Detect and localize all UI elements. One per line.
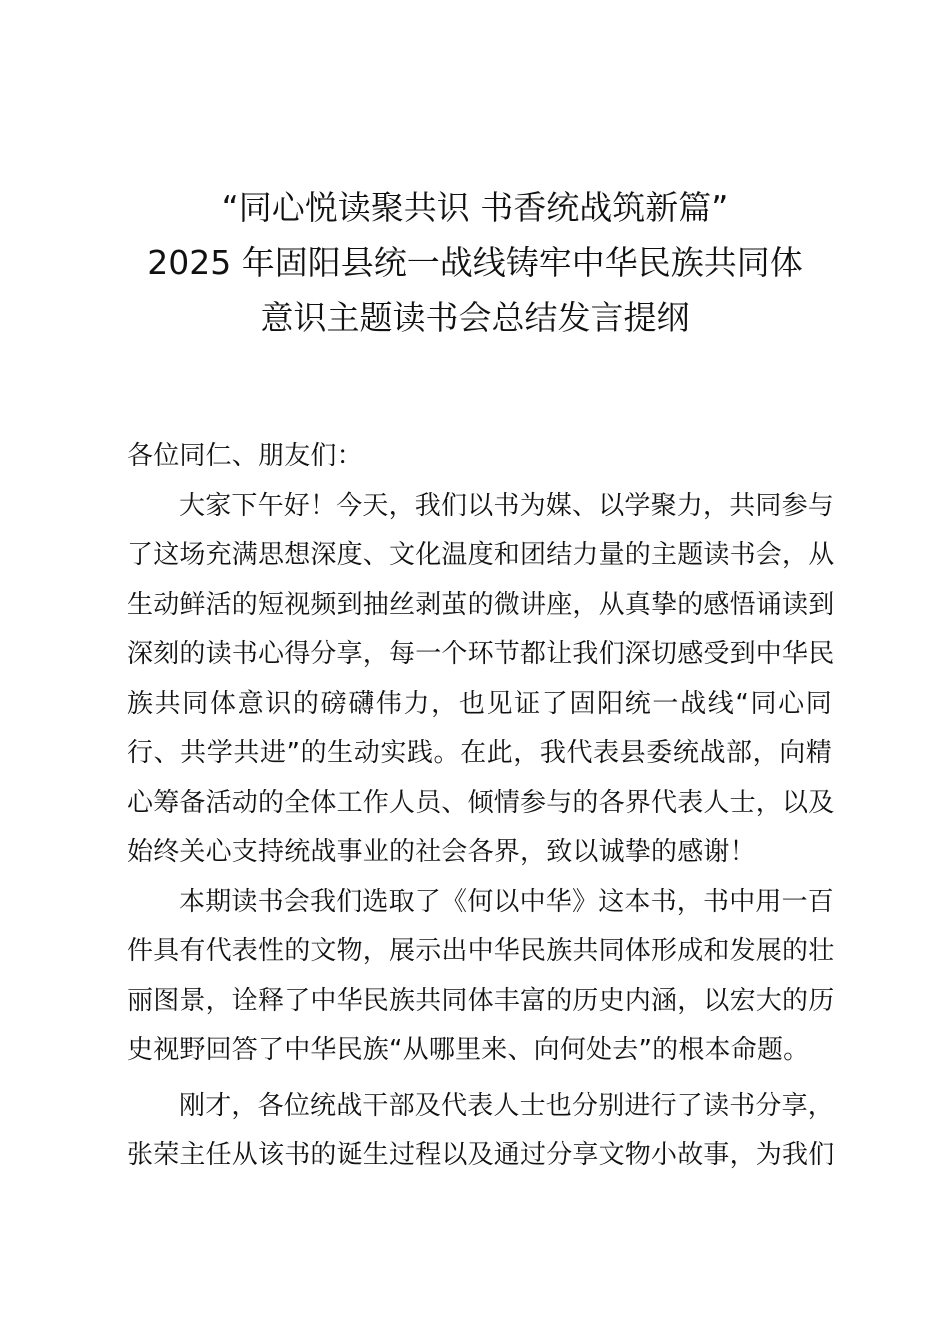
document-body	[127, 432, 835, 1181]
paragraph-3	[127, 1082, 835, 1181]
paragraph-2	[127, 878, 835, 1076]
paragraph-line: 张荣主任从该书的诞生过程以及通过分享文物小故事，为我们	[127, 1140, 835, 1170]
paragraph-line: 大家下午好！今天，我们以书为媒、以学聚力，共同参与	[179, 490, 835, 521]
paragraph-line: 刚才，各位统战干部及代表人士也分别进行了读书分享，	[179, 1090, 835, 1121]
paragraph-line: 了这场充满思想深度、文化温度和团结力量的主题读书会，从	[127, 540, 835, 570]
paragraph-line: 心筹备活动的全体工作人员、倾情参与的各界代表人士，以及	[127, 787, 835, 818]
title-line-2: 2025 年固阳县统一战线铸牢中华民族共同体	[147, 243, 803, 282]
paragraph-line: 深刻的读书心得分享，每一个环节都让我们深切感受到中华民	[127, 639, 835, 669]
paragraph-line: 史视野回答了中华民族“从哪里来、向何处去”的根本命题。	[127, 1035, 810, 1065]
paragraph-line: 生动鲜活的短视频到抽丝剥茧的微讲座，从真挚的感悟诵读到	[127, 589, 835, 620]
paragraph-line: 件具有代表性的文物，展示出中华民族共同体形成和发展的壮	[127, 936, 835, 966]
title-line-3: 意识主题读书会总结发言提纲	[260, 298, 690, 337]
title-line-1: “同心悦读聚共识 书香统战筑新篇”	[221, 188, 729, 227]
paragraph-line: 族共同体意识的磅礴伟力，也见证了固阳统一战线“同心同	[127, 688, 832, 719]
salutation: 各位同仁、朋友们：	[127, 441, 363, 471]
paragraph-line: 丽图景，诠释了中华民族共同体丰富的历史内涵，以宏大的历	[127, 985, 835, 1016]
paragraph-line: 行、共学共进”的生动实践。在此，我代表县委统战部，向精	[127, 738, 832, 768]
document-title	[95, 180, 855, 345]
paragraph-line: 始终关心支持统战事业的社会各界，致以诚挚的感谢！	[127, 837, 756, 867]
paragraph-line: 本期读书会我们选取了《何以中华》这本书，书中用一百	[179, 886, 835, 917]
paragraph-1	[127, 482, 835, 878]
